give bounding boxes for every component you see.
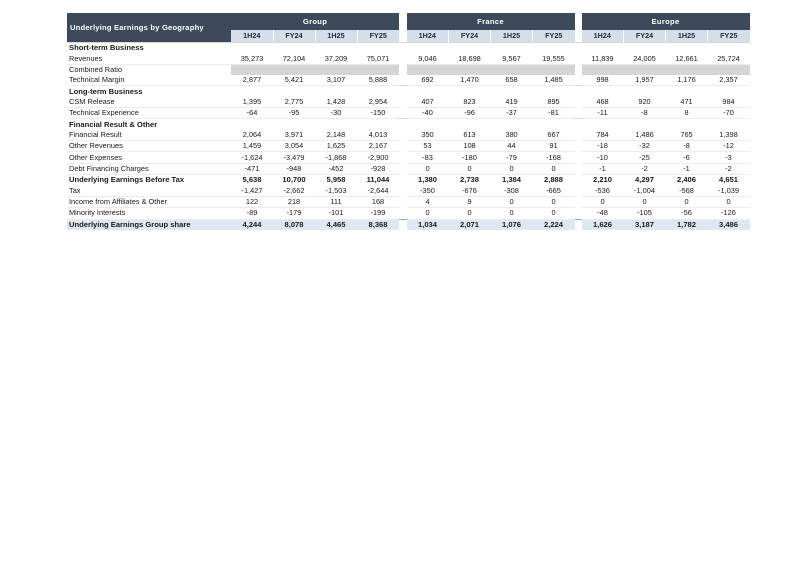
row-label: CSM Release	[67, 97, 231, 108]
value-cell: 2,954	[357, 97, 399, 108]
value-cell: 0	[666, 196, 708, 207]
value-cell: -12	[708, 141, 750, 152]
table-row	[67, 130, 750, 141]
period-header: 1H25	[491, 30, 533, 43]
value-cell: 3,971	[273, 130, 315, 141]
value-cell: -2,900	[357, 152, 399, 163]
value-cell: 1,625	[315, 141, 357, 152]
period-header: 1H25	[315, 30, 357, 43]
value-cell: 2,064	[231, 130, 273, 141]
value-cell: 0	[491, 208, 533, 219]
table-row	[67, 219, 750, 230]
value-cell: -150	[357, 108, 399, 119]
period-header: FY24	[273, 30, 315, 43]
section-row	[67, 43, 750, 54]
period-header: 1H24	[582, 30, 624, 43]
value-cell: 2,738	[459, 175, 479, 185]
value-cell: 91	[533, 141, 575, 152]
value-cell: 984	[708, 97, 750, 108]
value-cell: 53	[407, 141, 449, 152]
value-cell: 0	[533, 163, 575, 174]
value-cell: -2,662	[273, 185, 315, 196]
value-cell: 9,046	[407, 53, 449, 64]
period-header: 1H24	[407, 30, 449, 43]
value-cell: 1,384	[501, 175, 521, 185]
value-cell: 108	[449, 141, 491, 152]
value-cell: 2,888	[543, 175, 563, 185]
value-cell: 8,078	[273, 219, 315, 230]
value-cell: 3,054	[273, 141, 315, 152]
value-cell: -79	[491, 152, 533, 163]
period-header: FY24	[449, 30, 491, 43]
value-cell: 823	[449, 97, 491, 108]
row-label: Technical Margin	[67, 75, 231, 86]
row-label: Underlying Earnings Group share	[67, 219, 231, 230]
value-cell: -179	[273, 208, 315, 219]
value-cell: 0	[624, 196, 666, 207]
value-cell: -1,868	[315, 152, 357, 163]
row-label: Debt Financing Charges	[67, 163, 231, 174]
group-header-group: Group	[231, 13, 399, 30]
row-label: Long-term Business	[67, 86, 231, 97]
value-cell: 0	[708, 196, 750, 207]
value-cell: 2,148	[315, 130, 357, 141]
value-cell: -64	[231, 108, 273, 119]
value-cell: -37	[491, 108, 533, 119]
value-cell: -70	[708, 108, 750, 119]
value-cell: -105	[624, 208, 666, 219]
value-cell: 0	[407, 163, 449, 174]
group-header-europe: Europe	[582, 13, 750, 30]
value-cell: -30	[315, 108, 357, 119]
value-cell: -48	[582, 208, 624, 219]
table-row	[67, 175, 750, 186]
table-row	[67, 141, 750, 152]
value-cell: -471	[231, 163, 273, 174]
value-cell: 37,209	[315, 53, 357, 64]
value-cell: 0	[533, 208, 575, 219]
value-cell: -1,503	[315, 185, 357, 196]
earnings-table	[67, 13, 750, 230]
value-cell: 2,167	[357, 141, 399, 152]
value-cell: 0	[491, 196, 533, 207]
table-body	[67, 43, 750, 230]
row-label: Other Expenses	[67, 152, 231, 163]
value-cell: 1,459	[231, 141, 273, 152]
value-cell: 895	[533, 97, 575, 108]
value-cell	[449, 64, 491, 75]
table-row	[67, 163, 750, 174]
value-cell: 11,839	[582, 53, 624, 64]
value-cell: -95	[273, 108, 315, 119]
row-label: Financial Result	[67, 130, 231, 141]
value-cell: -3	[708, 152, 750, 163]
value-cell: 4,244	[231, 219, 273, 230]
value-cell: -199	[357, 208, 399, 219]
value-cell	[533, 64, 575, 75]
value-cell: -180	[449, 152, 491, 163]
value-cell: 4,651	[718, 175, 738, 185]
value-cell: 0	[449, 163, 491, 174]
value-cell: 72,104	[273, 53, 315, 64]
value-cell: 5,958	[326, 175, 346, 185]
value-cell	[624, 64, 666, 75]
value-cell: 19,555	[533, 53, 575, 64]
value-cell: 5,421	[273, 75, 315, 86]
value-cell: 2,224	[533, 219, 575, 230]
value-cell: 0	[533, 196, 575, 207]
value-cell: 784	[582, 130, 624, 141]
value-cell: 24,005	[624, 53, 666, 64]
value-cell: 471	[666, 97, 708, 108]
value-cell: 658	[491, 75, 533, 86]
row-label: Underlying Earnings Before Tax	[69, 175, 185, 185]
value-cell	[582, 64, 624, 75]
row-label: Combined Ratio	[69, 64, 122, 74]
value-cell: 75,071	[357, 53, 399, 64]
table-title: Underlying Earnings by Geography	[67, 13, 231, 43]
value-cell: 0	[582, 196, 624, 207]
value-cell: 1,380	[417, 175, 437, 185]
period-header: FY24	[624, 30, 666, 43]
value-cell: 667	[533, 130, 575, 141]
earnings-sheet	[67, 13, 750, 230]
value-cell: 5,638	[242, 175, 262, 185]
value-cell: 1,395	[231, 97, 273, 108]
table-row	[67, 64, 750, 75]
value-cell: 2,357	[708, 75, 750, 86]
row-label: Technical Experience	[67, 108, 231, 119]
value-cell	[708, 64, 750, 75]
value-cell: 0	[407, 208, 449, 219]
value-cell: 765	[666, 130, 708, 141]
value-cell: -11	[582, 108, 624, 119]
value-cell: 1,176	[666, 75, 708, 86]
row-label: Financial Result & Other	[67, 119, 231, 130]
value-cell: 18,698	[449, 53, 491, 64]
row-label: Minority Interests	[67, 208, 231, 219]
value-cell	[491, 64, 533, 75]
value-cell: -10	[582, 152, 624, 163]
value-cell: 692	[407, 75, 449, 86]
group-header-france: France	[407, 13, 575, 30]
value-cell: -101	[315, 208, 357, 219]
value-cell: -83	[407, 152, 449, 163]
value-cell: -81	[533, 108, 575, 119]
value-cell: 4,297	[634, 175, 654, 185]
value-cell: 1,470	[449, 75, 491, 86]
value-cell: -89	[231, 208, 273, 219]
value-cell: 1,398	[708, 130, 750, 141]
value-cell: 380	[491, 130, 533, 141]
value-cell: -1,427	[231, 185, 273, 196]
value-cell	[231, 64, 273, 75]
value-cell: 168	[357, 196, 399, 207]
value-cell: 3,486	[708, 219, 750, 230]
value-cell: 122	[231, 196, 273, 207]
value-cell: 25,724	[708, 53, 750, 64]
table-row	[67, 152, 750, 163]
value-cell: -1	[666, 163, 708, 174]
value-cell: -308	[491, 185, 533, 196]
value-cell	[273, 64, 315, 75]
value-cell: 3,187	[624, 219, 666, 230]
value-cell: 3,107	[315, 75, 357, 86]
value-cell: 2,071	[449, 219, 491, 230]
row-label: Short-term Business	[67, 43, 231, 54]
value-cell: -928	[357, 163, 399, 174]
row-label: Revenues	[67, 53, 231, 64]
value-cell: 1,076	[491, 219, 533, 230]
value-cell: 1,485	[533, 75, 575, 86]
table-row	[67, 53, 750, 64]
value-cell	[666, 64, 708, 75]
value-cell: -1	[582, 163, 624, 174]
value-cell: -1,004	[624, 185, 666, 196]
value-cell: 11,044	[366, 175, 390, 185]
value-cell: -6	[666, 152, 708, 163]
value-cell: 419	[491, 97, 533, 108]
value-cell: -568	[666, 185, 708, 196]
value-cell: -350	[407, 185, 449, 196]
value-cell: -56	[666, 208, 708, 219]
value-cell: 1,626	[582, 219, 624, 230]
value-cell: -168	[533, 152, 575, 163]
value-cell: -2,644	[357, 185, 399, 196]
value-cell: 0	[449, 208, 491, 219]
table-row	[67, 185, 750, 196]
value-cell: -2	[624, 163, 666, 174]
value-cell: 1,034	[407, 219, 449, 230]
value-cell: -8	[624, 108, 666, 119]
value-cell: -126	[708, 208, 750, 219]
period-header: 1H24	[231, 30, 273, 43]
row-label: Tax	[67, 185, 231, 196]
value-cell: -665	[533, 185, 575, 196]
value-cell: 350	[407, 130, 449, 141]
value-cell: 9,567	[491, 53, 533, 64]
value-cell: 10,700	[282, 175, 306, 185]
value-cell	[407, 64, 449, 75]
value-cell	[315, 64, 357, 75]
value-cell: 218	[273, 196, 315, 207]
value-cell: 4,465	[315, 219, 357, 230]
value-cell: -32	[624, 141, 666, 152]
row-label: Other Revenues	[67, 141, 231, 152]
period-header: FY25	[533, 30, 575, 43]
value-cell: -676	[449, 185, 491, 196]
value-cell: 2,877	[231, 75, 273, 86]
value-cell: -2	[708, 163, 750, 174]
table-row	[67, 208, 750, 219]
value-cell: 4	[407, 196, 449, 207]
value-cell: 1,957	[624, 75, 666, 86]
value-cell: -96	[449, 108, 491, 119]
section-row	[67, 86, 750, 97]
value-cell	[357, 64, 399, 75]
value-cell: -8	[666, 141, 708, 152]
value-cell: 0	[491, 163, 533, 174]
table-row	[67, 75, 750, 86]
value-cell: -25	[624, 152, 666, 163]
period-header: FY25	[357, 30, 399, 43]
value-cell: 1,782	[666, 219, 708, 230]
value-cell: 2,775	[273, 97, 315, 108]
value-cell: -536	[582, 185, 624, 196]
value-cell: 998	[582, 75, 624, 86]
value-cell: 111	[315, 196, 357, 207]
table-row	[67, 97, 750, 108]
value-cell: 35,273	[231, 53, 273, 64]
value-cell: 44	[491, 141, 533, 152]
section-row	[67, 119, 750, 130]
value-cell: -452	[315, 163, 357, 174]
value-cell: 12,661	[666, 53, 708, 64]
value-cell: 613	[449, 130, 491, 141]
row-label: Income from Affiliates & Other	[67, 196, 231, 207]
value-cell: 407	[407, 97, 449, 108]
value-cell: 9	[449, 196, 491, 207]
value-cell: -18	[582, 141, 624, 152]
value-cell: 4,013	[357, 130, 399, 141]
table-row	[67, 108, 750, 119]
value-cell: -1,624	[231, 152, 273, 163]
value-cell: 8	[666, 108, 708, 119]
value-cell: 1,428	[315, 97, 357, 108]
value-cell: -3,479	[273, 152, 315, 163]
value-cell: 1,486	[624, 130, 666, 141]
value-cell: 2,210	[592, 175, 612, 185]
period-header: 1H25	[666, 30, 708, 43]
value-cell: 2,406	[676, 175, 696, 185]
value-cell: 468	[582, 97, 624, 108]
value-cell: 5,888	[357, 75, 399, 86]
value-cell: 920	[624, 97, 666, 108]
table-row	[67, 196, 750, 207]
group-header-row	[67, 13, 750, 30]
value-cell: -1,039	[708, 185, 750, 196]
period-header: FY25	[708, 30, 750, 43]
value-cell: 8,368	[357, 219, 399, 230]
value-cell: -40	[407, 108, 449, 119]
value-cell: -948	[273, 163, 315, 174]
